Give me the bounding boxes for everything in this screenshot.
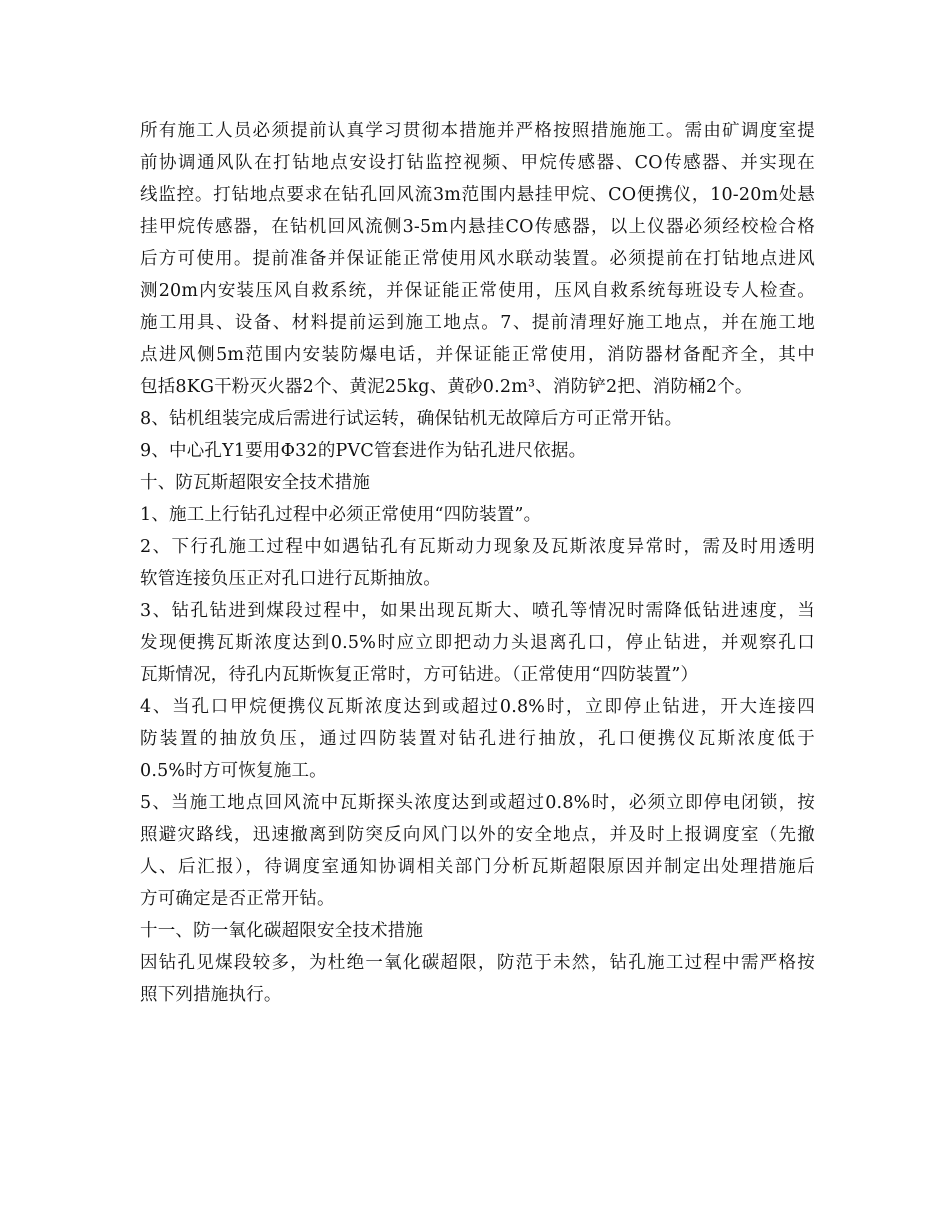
document-body — [140, 115, 815, 1011]
text-line: 人、后汇报），待调度室通知协调相关部门分析瓦斯超限原因并制定出处理措施后 — [140, 857, 815, 877]
text-line: 软管连接负压正对孔口进行瓦斯抽放。 — [140, 569, 441, 589]
text-line: 线监控。打钻地点要求在钻孔回风流3m范围内悬挂甲烷、CO便携仪，10-20m处悬 — [140, 185, 815, 205]
text-line: 8、钻机组装完成后需进行试运转，确保钻机无故障后方可正常开钻。 — [140, 409, 683, 429]
text-line: 测20m内安装压风自救系统，并保证能正常使用，压风自救系统每班设专人检查。 — [140, 281, 815, 301]
section-heading: 十一、防一氧化碳超限安全技术措施 — [140, 921, 424, 941]
text-line: 因钻孔见煤段较多，为杜绝一氧化碳超限，防范于未然，钻孔施工过程中需严格按 — [140, 953, 815, 973]
text-line: 0.5%时方可恢复施工。 — [140, 761, 327, 781]
text-line: 挂甲烷传感器，在钻机回风流侧3-5m内悬挂CO传感器，以上仪器必须经校检合格 — [140, 217, 815, 237]
text-line: 施工用具、设备、材料提前运到施工地点。7、提前清理好施工地点，并在施工地 — [140, 313, 815, 333]
text-line: 发现便携瓦斯浓度达到0.5%时应立即把动力头退离孔口，停止钻进，并观察孔口 — [140, 633, 815, 653]
text-line: 9、中心孔Y1要用Φ32的PVC管套进作为钻孔进尺依据。 — [140, 441, 587, 461]
text-line: 防装置的抽放负压，通过四防装置对钻孔进行抽放，孔口便携仪瓦斯浓度低于 — [140, 729, 815, 749]
text-line: 5、当施工地点回风流中瓦斯探头浓度达到或超过0.8%时，必须立即停电闭锁，按 — [140, 793, 815, 813]
text-line: 后方可使用。提前准备并保证能正常使用风水联动装置。必须提前在打钻地点进风 — [140, 249, 815, 269]
text-line: 前协调通风队在打钻地点安设打钻监控视频、甲烷传感器、CO传感器、并实现在 — [140, 153, 815, 173]
text-line: 2、下行孔施工过程中如遇钻孔有瓦斯动力现象及瓦斯浓度异常时，需及时用透明 — [140, 537, 815, 557]
text-line: 所有施工人员必须提前认真学习贯彻本措施并严格按照措施施工。需由矿调度室提 — [140, 121, 815, 141]
text-line: 包括8KG干粉灭火器2个、黄泥25kg、黄砂0.2m³、消防铲2把、消防桶2个。 — [140, 377, 753, 397]
text-line: 4、当孔口甲烷便携仪瓦斯浓度达到或超过0.8%时，立即停止钻进，开大连接四 — [140, 697, 815, 717]
text-line: 照下列措施执行。 — [140, 985, 282, 1005]
text-line: 1、施工上行钻孔过程中必须正常使用“四防装置”。 — [140, 505, 542, 525]
text-line: 瓦斯情况，待孔内瓦斯恢复正常时，方可钻进。（正常使用“四防装置”） — [140, 665, 699, 685]
section-heading: 十、防瓦斯超限安全技术措施 — [140, 473, 371, 493]
text-line: 点进风侧5m范围内安装防爆电话，并保证能正常使用，消防器材备配齐全，其中 — [140, 345, 815, 365]
text-line: 3、钻孔钻进到煤段过程中，如果出现瓦斯大、喷孔等情况时需降低钻进速度，当 — [140, 601, 815, 621]
text-line: 方可确定是否正常开钻。 — [140, 889, 335, 909]
text-line: 照避灾路线，迅速撤离到防突反向风门以外的安全地点，并及时上报调度室（先撤 — [140, 825, 815, 845]
